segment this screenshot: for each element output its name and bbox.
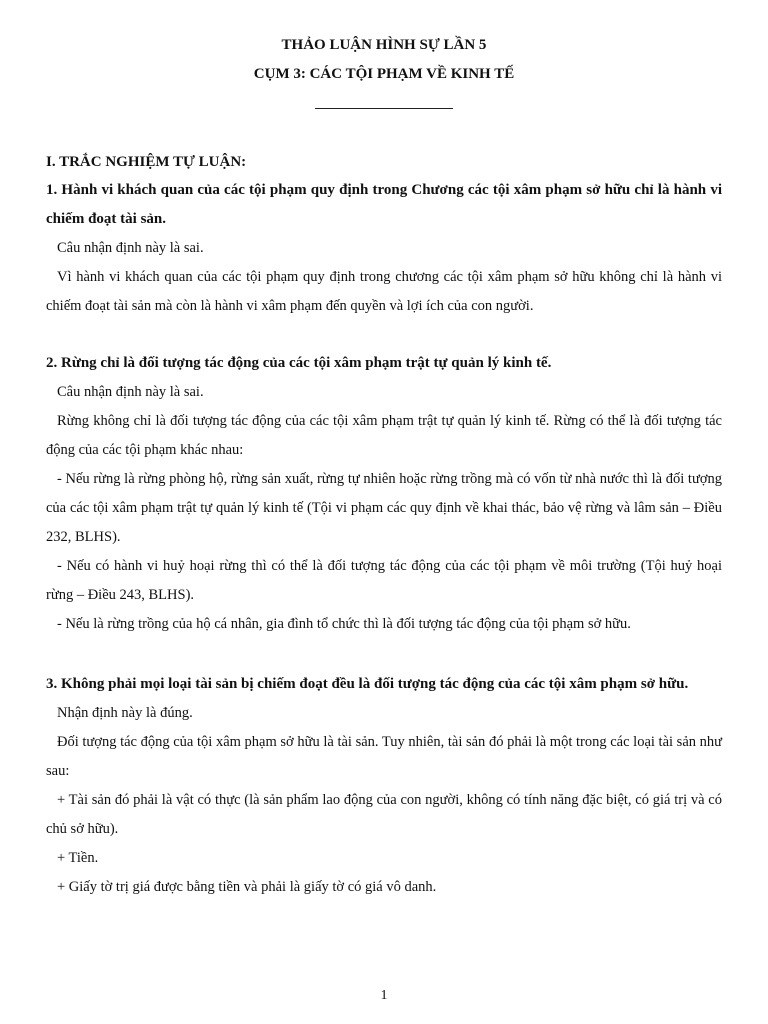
question-3-point: + Tài sản đó phải là vật có thực (là sản phẩm lao động của con người, không có tính năng đặc biệt, có giá trị và có chủ sở hữu).: [46, 792, 722, 837]
question-1-text: 1. Hành vi khách quan của các tội phạm quy định trong Chương các tội xâm phạm sở hữu chỉ là hành vi chiếm đoạt tài sản.: [46, 182, 722, 227]
question-2-block: [46, 349, 722, 639]
question-3-answer: Nhận định này là đúng.: [57, 705, 193, 721]
page-number: 1: [380, 988, 388, 1003]
question-2-point: - Nếu rừng là rừng phòng hộ, rừng sản xuất, rừng tự nhiên hoặc rừng trồng mà có vốn từ nhà nước thì là đối tượng của các tội xâm phạm trật tự quản lý kinh tế (Tội vi phạm các quy định về khai thác, bảo vệ rừng và lâm sản – Điều 232, BLHS).: [46, 471, 722, 545]
question-2-explanation: Rừng không chỉ là đối tượng tác động của các tội xâm phạm trật tự quản lý kinh tế. Rừng có thể là đối tượng tác động của các tội phạm khác nhau:: [46, 413, 722, 458]
question-3-block: [46, 670, 722, 902]
question-2-text: 2. Rừng chỉ là đối tượng tác động của các tội xâm phạm trật tự quản lý kinh tế.: [46, 355, 552, 371]
question-3-text: 3. Không phải mọi loại tài sản bị chiếm đoạt đều là đối tượng tác động của các tội xâm phạm sở hữu.: [46, 676, 689, 692]
question-3-point: + Tiền.: [57, 850, 99, 866]
question-2-point: - Nếu là rừng trồng của hộ cá nhân, gia đình tổ chức thì là đối tượng tác động của tội phạm sở hữu.: [57, 616, 631, 632]
document-subtitle: CỤM 3: CÁC TỘI PHẠM VỀ KINH TẾ: [253, 66, 515, 82]
document-title: THẢO LUẬN HÌNH SỰ LẦN 5: [281, 37, 487, 53]
question-3-point: + Giấy tờ trị giá được bằng tiền và phải là giấy tờ có giá vô danh.: [57, 879, 437, 895]
question-1-block: [46, 176, 722, 321]
title-divider: [315, 108, 453, 109]
question-1-answer: Câu nhận định này là sai.: [57, 240, 204, 256]
question-1-explanation: Vì hành vi khách quan của các tội phạm quy định trong chương các tội xâm phạm sở hữu không chỉ là hành vi chiếm đoạt tài sản mà còn là hành vi xâm phạm đến quyền và lợi ích của con người.: [46, 269, 722, 314]
section-heading: I. TRẮC NGHIỆM TỰ LUẬN:: [46, 154, 247, 170]
question-2-answer: Câu nhận định này là sai.: [57, 384, 204, 400]
question-2-point: - Nếu có hành vi huỷ hoại rừng thì có thể là đối tượng tác động của các tội phạm về môi trường (Tội huỷ hoại rừng – Điều 243, BLHS).: [46, 558, 722, 603]
question-3-explanation: Đối tượng tác động của tội xâm phạm sở hữu là tài sản. Tuy nhiên, tài sản đó phải là một trong các loại tài sản như sau:: [46, 734, 722, 779]
